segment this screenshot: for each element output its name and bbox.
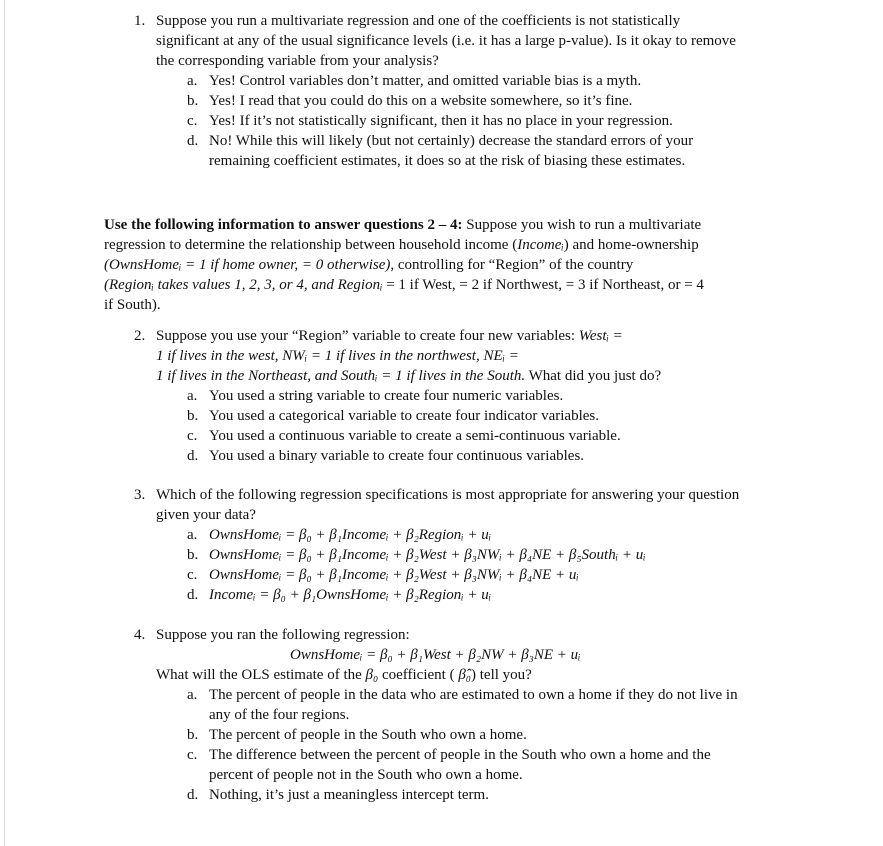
info-line-5: if South). xyxy=(104,297,161,313)
q4-option-c-text-1: The difference between the percent of people in the South who own a home and the xyxy=(209,747,711,763)
info-bold-lead: Use the following information to answer questions 2 – 4: xyxy=(104,217,463,233)
q1-stem-line-1: Suppose you run a multivariate regression and one of the coefficients is not statistically xyxy=(156,13,681,29)
q2-option-d-letter: d. xyxy=(187,448,199,464)
q2-stem-text: Suppose you use your “Region” variable to create four new variables: xyxy=(156,328,579,344)
q2-number: 2. xyxy=(134,328,146,344)
q4-option-a-letter: a. xyxy=(187,687,198,703)
q4-question-e: ) tell you? xyxy=(471,667,532,683)
q2-option-a-text: You used a string variable to create four numeric variables. xyxy=(209,388,564,404)
q1-option-d-letter: d. xyxy=(187,133,199,149)
q4-regression-equation: OwnsHomeᵢ = β₀ + β₁West + β₂NW + β₃NE + uᵢ xyxy=(290,647,581,663)
q3-option-b-equation: OwnsHomeᵢ = β₀ + β₁Incomeᵢ + β₂West + β₃NWᵢ + β₄NE + β₅Southᵢ + uᵢ xyxy=(209,547,646,563)
q3-option-b-letter: b. xyxy=(187,547,199,563)
q4-option-c-text-2: percent of people not in the South who own a home. xyxy=(209,767,523,783)
q2-option-b-text: You used a categorical variable to create four indicator variables. xyxy=(209,408,599,424)
q2-option-c-text: You used a continuous variable to create a semi-continuous variable. xyxy=(209,428,621,444)
q1-option-c-letter: c. xyxy=(187,113,198,129)
q4-question-c: coefficient ( xyxy=(378,667,459,683)
q1-option-b-text: Yes! I read that you could do this on a website somewhere, so it’s fine. xyxy=(209,93,633,109)
q4-option-b-letter: b. xyxy=(187,727,199,743)
q3-option-d-equation: Incomeᵢ = β₀ + β₁OwnsHomeᵢ + β₂Regionᵢ + uᵢ xyxy=(209,587,492,603)
q3-option-a-letter: a. xyxy=(187,527,198,543)
west-variable: Westᵢ = xyxy=(578,328,623,344)
beta-zero: β₀ xyxy=(365,667,379,683)
info-line-2-a: regression to determine the relationship between household income ( xyxy=(104,237,518,253)
q3-option-c-letter: c. xyxy=(187,567,198,583)
info-line-4 xyxy=(104,276,704,294)
q4-option-a-text-1: The percent of people in the data who are estimated to own a home if they do not live in xyxy=(209,687,738,703)
q2-option-d-text: You used a binary variable to create four continuous variables. xyxy=(209,448,585,464)
page-border xyxy=(4,0,5,846)
beta-zero-hat: β̂₀ xyxy=(458,667,472,683)
q1-option-d-text-1: No! While this will likely (but not certainly) decrease the standard errors of your xyxy=(209,133,694,149)
q1-stem-line-2: significant at any of the usual significance levels (i.e. it has a large p-value). Is it okay to remove xyxy=(156,33,736,49)
info-line-1 xyxy=(104,216,701,234)
q4-question xyxy=(156,666,532,684)
q1-option-d-text-2: remaining coefficient estimates, it does so at the risk of biasing these estimates. xyxy=(209,153,686,169)
q2-question: What did you just do? xyxy=(525,368,662,384)
q2-option-b-letter: b. xyxy=(187,408,199,424)
q4-number: 4. xyxy=(134,627,146,643)
q4-option-c-letter: c. xyxy=(187,747,198,763)
info-line-3-b: , controlling for “Region” of the country xyxy=(390,257,634,273)
q3-stem-line-2: given your data? xyxy=(156,507,256,523)
info-line-4-b: = 1 if West, = 2 if Northwest, = 3 if Northeast, or = 4 xyxy=(382,277,704,293)
info-line-2 xyxy=(104,236,699,254)
info-line-1-rest: Suppose you wish to run a multivariate xyxy=(462,217,702,233)
q4-stem: Suppose you ran the following regression: xyxy=(156,627,410,643)
q2-option-a-letter: a. xyxy=(187,388,198,404)
q3-stem-line-1: Which of the following regression specifications is most appropriate for answering your question xyxy=(156,487,740,503)
q2-stem-line-3 xyxy=(156,367,661,385)
q4-option-d-letter: d. xyxy=(187,787,199,803)
q1-option-c-text: Yes! If it’s not statistically significant, then it has no place in your regression. xyxy=(209,113,673,129)
q3-option-c-equation: OwnsHomeᵢ = β₀ + β₁Incomeᵢ + β₂West + β₃NWᵢ + β₄NE + uᵢ xyxy=(209,567,579,583)
info-line-2-b: ) and home-ownership xyxy=(563,237,699,253)
q3-option-a-equation: OwnsHomeᵢ = β₀ + β₁Incomeᵢ + β₂Regionᵢ + uᵢ xyxy=(209,527,492,543)
q4-option-a-text-2: any of the four regions. xyxy=(209,707,350,723)
q3-option-d-letter: d. xyxy=(187,587,199,603)
q4-option-d-text: Nothing, it’s just a meaningless intercept term. xyxy=(209,787,489,803)
q4-option-b-text: The percent of people in the South who own a home. xyxy=(209,727,527,743)
q1-option-a-text: Yes! Control variables don’t matter, and omitted variable bias is a myth. xyxy=(209,73,642,89)
q1-number: 1. xyxy=(134,13,146,29)
south-variable: 1 if lives in the Northeast, and Southᵢ = 1 if lives in the South. xyxy=(156,368,526,384)
owns-home-definition: (OwnsHomeᵢ = 1 if home owner, = 0 otherwise) xyxy=(104,257,391,273)
income-variable: Incomeᵢ xyxy=(517,237,564,253)
region-definition: (Regionᵢ takes values 1, 2, 3, or 4, and Regionᵢ xyxy=(104,277,383,293)
q2-option-c-letter: c. xyxy=(187,428,198,444)
q4-question-a: What will the OLS estimate of the xyxy=(156,667,366,683)
q1-stem-line-3: the corresponding variable from your analysis? xyxy=(156,53,439,69)
q1-option-b-letter: b. xyxy=(187,93,199,109)
q2-stem-line-1 xyxy=(156,327,623,345)
q1-option-a-letter: a. xyxy=(187,73,198,89)
q3-number: 3. xyxy=(134,487,146,503)
info-line-3 xyxy=(104,256,633,274)
q2-stem-line-2: 1 if lives in the west, NWᵢ = 1 if lives in the northwest, NEᵢ = xyxy=(156,348,519,364)
